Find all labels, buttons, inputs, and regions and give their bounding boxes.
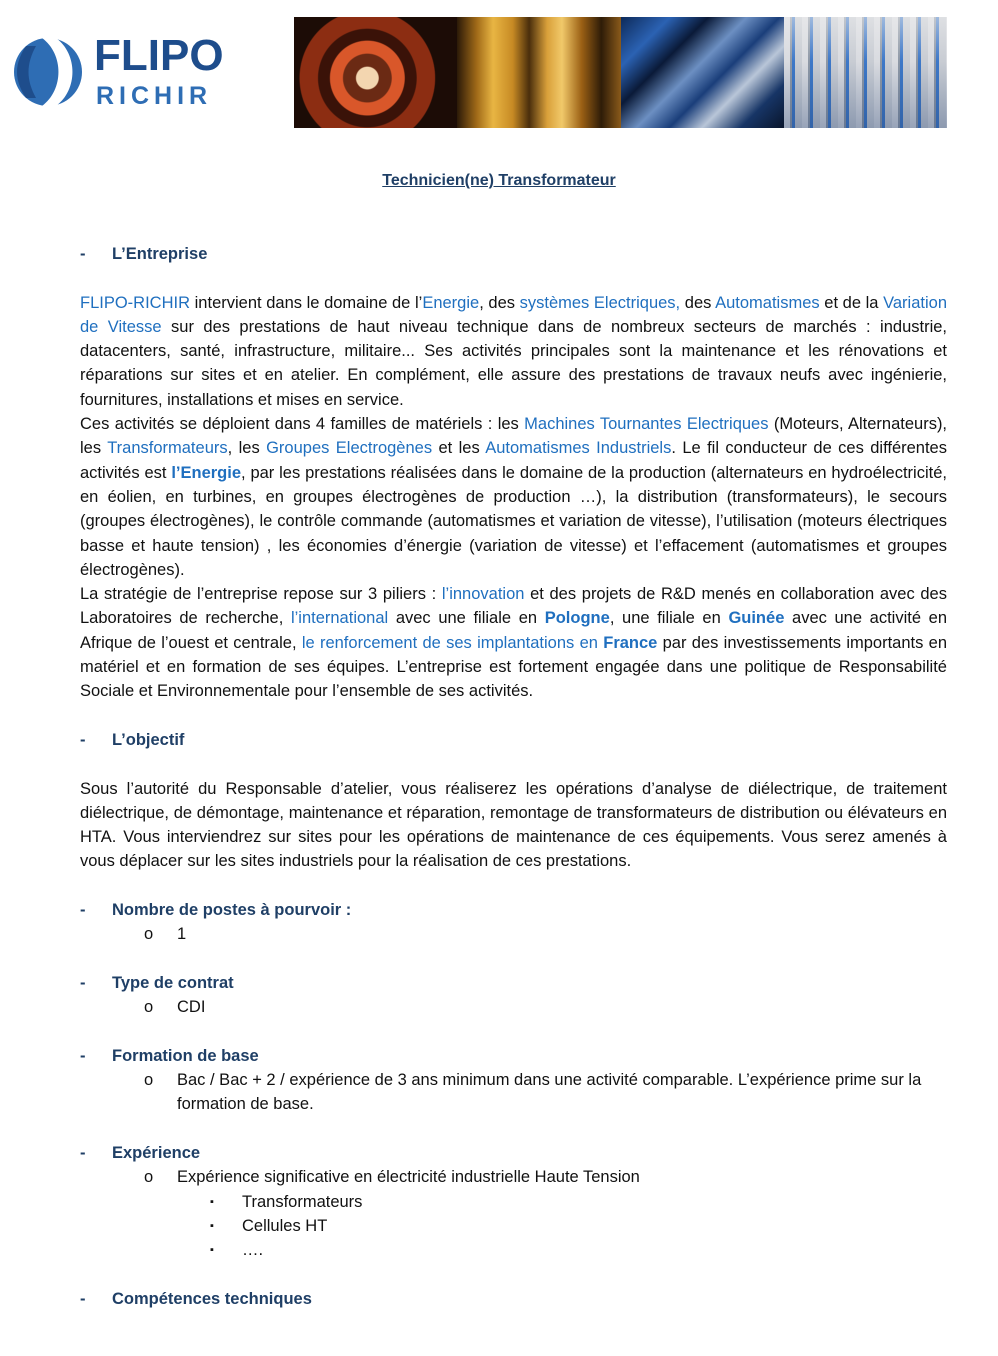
paragraph-entreprise-3 (80, 582, 947, 703)
text-run: , par les prestations réalisées dans le domaine de la production (alternateurs en hydroélectricité, en éolien, en turbines, en groupes électrogènes de production …), la distribution (transformateurs), le secours (groupes électrogènes), le contrôle commande (automatismes et variation de vitesse), l’utilisation (moteurs électriques basse et haute tension) , les économies d’énergie (variation de vitesse) et l’effacement (automatismes et groupes électrogènes). (80, 463, 947, 579)
text-run: , les (227, 439, 267, 458)
paragraph-objectif: Sous l’autorité du Responsable d’atelier, vous réaliserez les opérations d’analyse de diélectrique, de traitement diélectrique, de démontage, maintenance et réparation, remontage de transformateurs de distribution ou élévateurs en HTA. Vous interviendrez sur sites pour les opérations de maintenance de ces équipements. Vous serez amenés à vous déplacer sur les sites industriels pour la réalisation de ces prestations. (80, 779, 947, 871)
page-title: Technicien(ne) Transformateur (382, 172, 616, 189)
circle-bullet-icon: o (144, 1168, 154, 1187)
highlight-term: systèmes Electriques, (519, 293, 681, 312)
list-item-postes: o 1 (80, 922, 947, 946)
text-run: Ces activités se déploient dans 4 familles de matériels : les (80, 415, 525, 434)
logo-emblem-icon (12, 34, 262, 114)
sublist-item-experience: ▪ Cellules HT (80, 1214, 947, 1238)
text-run: La stratégie de l’entreprise repose sur 3 piliers : (80, 585, 442, 604)
text-run: (Moteurs, Alternateurs), les (80, 415, 948, 458)
square-bullet-icon: ▪ (210, 1195, 214, 1208)
text-run: sur des prestations de haut niveau technique dans de nombreux secteurs de marchés : industrie, datacenters, santé, infrastructure, militaire... Ses activités principales sont la maintenance et les rénovations et réparations sur sites et en atelier. En complément, elle assure des prestations de travaux neufs avec ingénierie, fournitures, installations et mises en service. (80, 317, 948, 409)
logo-text-richir: RICHIR (96, 82, 213, 110)
highlight-term: FLIPO-RICHIR (80, 293, 191, 312)
text-run: intervient dans le domaine de l’ (190, 293, 423, 312)
text-run: , des (479, 293, 520, 312)
square-bullet-icon: ▪ (210, 1219, 214, 1232)
highlight-term: France (603, 633, 658, 652)
list-item-formation: o Bac / Bac + 2 / expérience de 3 ans minimum dans une activité comparable. L’expérience prime sur la formation de base. (80, 1068, 947, 1117)
highlight-term: Machines Tournantes Electriques (524, 415, 769, 434)
square-bullet-icon: ▪ (210, 1244, 214, 1257)
highlight-term: Guinée (728, 609, 785, 628)
text-run: , une filiale en (609, 609, 729, 628)
paragraph-entreprise-2 (80, 412, 947, 582)
highlight-term: Variation de Vitesse (80, 293, 947, 336)
text-run: et des projets de R&D menés en collaboration avec des Laboratoires de recherche, (80, 585, 947, 628)
text-run: avec une activité en Afrique de l’ouest et centrale, (80, 609, 948, 652)
highlight-term: Energie (422, 293, 480, 312)
text-run: et de la (819, 293, 884, 312)
list-item-experience: o Expérience significative en électricité industrielle Haute Tension (80, 1165, 947, 1189)
circle-bullet-icon: o (144, 925, 154, 944)
section-heading-contrat: - Type de contrat (80, 973, 234, 992)
header-banner (294, 17, 947, 128)
highlight-term: Automatismes (715, 293, 820, 312)
section-heading-objectif: - L’objectif (80, 730, 185, 749)
sublist-item-experience: ▪ Transformateurs (80, 1190, 947, 1214)
section-heading-postes: - Nombre de postes à pourvoir : (80, 901, 352, 920)
logo-text-flipo: FLIPO (94, 34, 224, 80)
banner-photo-electrical-cabinet (784, 17, 947, 128)
banner-photo-stator (294, 17, 457, 128)
highlight-term: l’international (290, 609, 389, 628)
text-run: avec une filiale en (388, 609, 545, 628)
sublist-item-experience: ▪ …. (80, 1238, 947, 1262)
document-body (80, 242, 947, 1311)
circle-bullet-icon: o (144, 1071, 154, 1090)
highlight-term: Groupes Electrogènes (266, 439, 433, 458)
section-heading-formation: - Formation de base (80, 1046, 259, 1065)
section-heading-experience: - Expérience (80, 1143, 201, 1162)
text-run: par des investissements importants en matériel et en formation de ses équipes. L’entreprise est fortement engagée dans une politique de Responsabilité Sociale et Environnementale pour l’ensemble de ses activités. (80, 633, 948, 701)
highlight-term: Automatismes Industriels (485, 439, 672, 458)
text-run: des (680, 293, 716, 312)
section-heading-competences: - Compétences techniques (80, 1289, 312, 1308)
highlight-term: Pologne (544, 609, 610, 628)
highlight-term: l’innovation (441, 585, 525, 604)
text-run: . Le fil conducteur de ces différentes activités est (80, 439, 947, 482)
banner-photo-transformer (457, 17, 620, 128)
highlight-term: le renforcement de ses implantations en (301, 633, 604, 652)
highlight-term: Transformateurs (107, 439, 228, 458)
circle-bullet-icon: o (144, 998, 154, 1017)
list-item-contrat: o CDI (80, 995, 947, 1019)
company-logo (12, 34, 262, 114)
highlight-term: l’Energie (171, 463, 242, 482)
text-run: et les (432, 439, 486, 458)
section-heading-entreprise: - L’Entreprise (80, 245, 208, 263)
banner-photo-engine (621, 17, 784, 128)
paragraph-entreprise-1 (80, 291, 947, 412)
